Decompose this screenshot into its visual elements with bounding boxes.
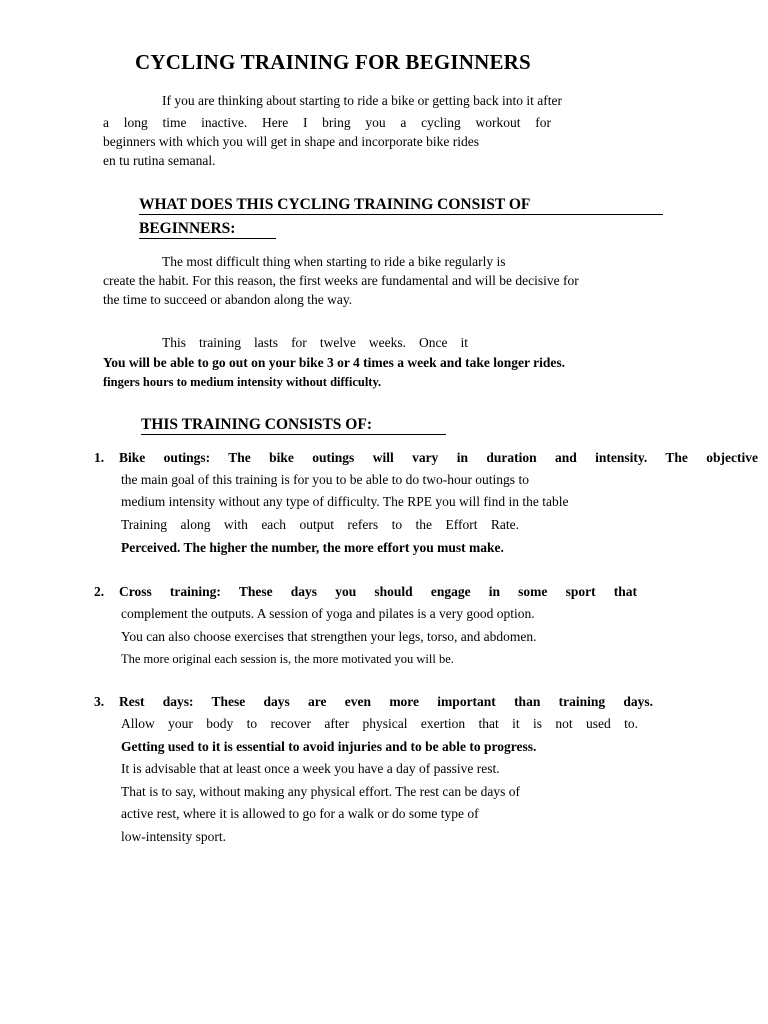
list-item-line: Allow your body to recover after physical exertion that it is not used to. (121, 716, 638, 731)
paragraph-line: You will be able to go out on your bike 3 or 4 times a week and take longer rides. (103, 355, 566, 370)
intro-line: beginners with which you will get in shape and incorporate bike rides (103, 134, 480, 149)
list-item-line: low-intensity sport. (121, 829, 226, 844)
list-item-line: Bike outings: The bike outings will vary in duration and intensity. The objective (119, 450, 758, 465)
intro-line: If you are thinking about starting to ride a bike or getting back into it after (162, 93, 563, 108)
list-item-line: Perceived. The higher the number, the more effort you must make. (121, 540, 504, 555)
list-item-line: medium intensity without any type of difficulty. The RPE you will find in the table (121, 494, 569, 509)
section-heading (141, 416, 446, 435)
list-item-line: active rest, where it is allowed to go for a walk or do some type of (121, 806, 479, 821)
paragraph-line: fingers hours to medium intensity without difficulty. (103, 375, 382, 389)
list-item-line: It is advisable that at least once a week you have a day of passive rest. (121, 761, 500, 776)
list-item-line: Getting used to it is essential to avoid injuries and to be able to progress. (121, 739, 537, 754)
paragraph-line: This training lasts for twelve weeks. Once it (162, 335, 468, 350)
section-heading-text: WHAT DOES THIS CYCLING TRAINING CONSIST OF (139, 196, 531, 213)
list-item-line: complement the outputs. A session of yoga and pilates is a very good option. (121, 606, 535, 621)
section-heading-text: THIS TRAINING CONSISTS OF: (141, 416, 372, 433)
list-item-line: That is to say, without making any physical effort. The rest can be days of (121, 784, 521, 799)
list-item-line: the main goal of this training is for you to be able to do two-hour outings to (121, 472, 529, 487)
section-heading-text: BEGINNERS: (139, 220, 236, 237)
list-number: 2. (94, 584, 105, 599)
list-item-line: The more original each session is, the more motivated you will be. (121, 652, 454, 666)
list-item-line: Rest days: These days are even more important than training days. (119, 694, 653, 709)
list-item-line: Training along with each output refers to the Effort Rate. (121, 517, 519, 532)
section-heading (139, 220, 276, 239)
paragraph-line: The most difficult thing when starting to ride a bike regularly is (162, 254, 506, 269)
list-item-line: Cross training: These days you should engage in some sport that (119, 584, 637, 599)
section-heading (139, 196, 663, 215)
document-title: CYCLING TRAINING FOR BEGINNERS (135, 50, 531, 74)
paragraph-line: the time to succeed or abandon along the way. (103, 292, 353, 307)
intro-line: en tu rutina semanal. (103, 153, 216, 168)
intro-line: a long time inactive. Here I bring you a cycling workout for (103, 115, 551, 130)
paragraph-line: create the habit. For this reason, the first weeks are fundamental and will be decisive for (103, 273, 579, 288)
list-item-line: You can also choose exercises that strengthen your legs, torso, and abdomen. (121, 629, 537, 644)
list-number: 1. (94, 450, 105, 465)
list-number: 3. (94, 694, 105, 709)
